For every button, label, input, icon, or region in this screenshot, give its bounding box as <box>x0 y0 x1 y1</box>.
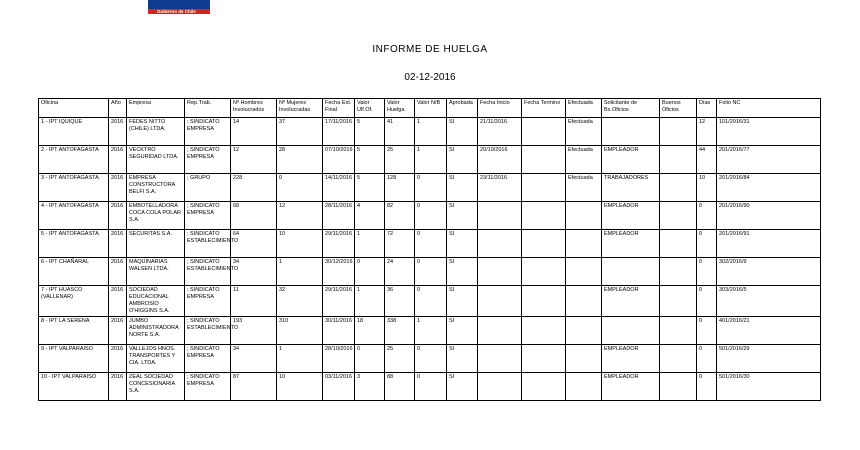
table-cell: 1 <box>415 317 447 345</box>
table-cell: 0 <box>697 345 717 373</box>
table-cell: 338 <box>385 317 415 345</box>
table-cell <box>478 317 522 345</box>
table-cell: 10 - IPT VALPARAISO <box>39 373 109 401</box>
table-cell: 0 <box>415 345 447 373</box>
table-cell: 18 <box>355 317 385 345</box>
table-cell: 302/2016/9 <box>717 258 821 286</box>
table-cell: SI <box>447 373 478 401</box>
table-cell: 4 - IPT ANTOFAGASTA <box>39 202 109 230</box>
table-cell: 5 <box>355 146 385 174</box>
table-cell: 3 - IPT ANTOFAGASTA <box>39 174 109 202</box>
table-cell: 128 <box>385 174 415 202</box>
table-cell: 2016 <box>109 345 127 373</box>
table-cell: 10 <box>277 373 323 401</box>
table-cell: 0 <box>697 202 717 230</box>
table-cell: SI <box>447 174 478 202</box>
table-cell <box>660 118 697 146</box>
column-header: Valor N/B <box>415 99 447 118</box>
table-cell: 2016 <box>109 373 127 401</box>
table-cell: 17/11/2016 <box>323 118 355 146</box>
column-header: Fecha Termino <box>522 99 566 118</box>
table-cell: 0 <box>415 230 447 258</box>
table-cell <box>566 373 602 401</box>
table-cell: 29/11/2016 <box>323 230 355 258</box>
table-cell: VALLEJOS HNOS. TRANSPORTES Y CIA. LTDA. <box>127 345 185 373</box>
table-cell: 12 <box>231 146 277 174</box>
table-row <box>39 286 821 317</box>
table-cell <box>566 202 602 230</box>
table-cell: ; SINDICATO EMPRESA <box>185 345 231 373</box>
table-cell: SI <box>447 118 478 146</box>
table-cell <box>478 230 522 258</box>
table-cell <box>522 118 566 146</box>
table-cell: 303/2016/5 <box>717 286 821 317</box>
table-cell: 201/2016/84 <box>717 174 821 202</box>
table-cell: 5 - IPT ANTOFAGASTA <box>39 230 109 258</box>
table-cell: 03/11/2016 <box>323 373 355 401</box>
table-row <box>39 373 821 401</box>
table-cell: 0 <box>415 373 447 401</box>
table-row <box>39 118 821 146</box>
table-cell: 12 <box>277 202 323 230</box>
table-cell: 87 <box>231 373 277 401</box>
table-cell: 1 <box>355 286 385 317</box>
table-cell: ZEAL SOCIEDAD CONCESIONARIA S.A. <box>127 373 185 401</box>
table-cell: ; SINDICATO EMPRESA <box>185 373 231 401</box>
table-cell: 72 <box>385 230 415 258</box>
table-cell: 2016 <box>109 230 127 258</box>
table-cell: Efectuada <box>566 146 602 174</box>
table-row <box>39 317 821 345</box>
table-cell <box>660 174 697 202</box>
column-header: Nº Hombres Involucrados <box>231 99 277 118</box>
table-cell <box>566 258 602 286</box>
column-header: Nº Mujeres Involucradas <box>277 99 323 118</box>
table-cell: MAQUINARIAS WALSEN LTDA. <box>127 258 185 286</box>
table-cell: 68 <box>231 202 277 230</box>
logo-text: Gobierno de Chile <box>157 9 196 14</box>
column-header: Efectuada <box>566 99 602 118</box>
table-cell: 101/2016/31 <box>717 118 821 146</box>
table-cell: 34 <box>231 258 277 286</box>
table-cell: 2016 <box>109 146 127 174</box>
table-cell: 5 <box>355 118 385 146</box>
table-cell <box>660 317 697 345</box>
table-cell: 37 <box>277 118 323 146</box>
table-cell <box>660 230 697 258</box>
table-cell <box>478 286 522 317</box>
table-cell <box>478 373 522 401</box>
column-header: Valor Ulf.Of. <box>355 99 385 118</box>
table-cell: 1 <box>415 146 447 174</box>
table-cell: 5 <box>355 174 385 202</box>
column-header: Fecha Inicio <box>478 99 522 118</box>
table-cell: 0 <box>697 373 717 401</box>
table-cell: 0 <box>415 174 447 202</box>
table-cell <box>522 202 566 230</box>
table-cell: SI <box>447 317 478 345</box>
table-cell: 8 - IPT LA SERENA <box>39 317 109 345</box>
column-header: Valor Huelga <box>385 99 415 118</box>
table-cell: 29/11/2016 <box>323 286 355 317</box>
table-cell: 6 - IPT CHAÑARAL <box>39 258 109 286</box>
table-cell <box>660 146 697 174</box>
table-cell: SI <box>447 258 478 286</box>
table-cell: ; SINDICATO ESTABLECIMIENTO <box>185 258 231 286</box>
table-cell: EMPLEADOR <box>602 146 660 174</box>
table-cell: SI <box>447 230 478 258</box>
table-cell: 0 <box>415 258 447 286</box>
table-cell: 0 <box>697 317 717 345</box>
table-cell: 9 - IPT VALPARAISO <box>39 345 109 373</box>
column-header: Aprobada <box>447 99 478 118</box>
table-cell: 25 <box>385 345 415 373</box>
table-cell: 10 <box>277 230 323 258</box>
table-cell: 41 <box>385 118 415 146</box>
table-cell: 0 <box>277 174 323 202</box>
table-cell: 32 <box>277 286 323 317</box>
table-cell: EMPLEADOR <box>602 373 660 401</box>
table-cell <box>566 317 602 345</box>
table-cell: 201/2016/90 <box>717 202 821 230</box>
table-cell: ; SINDICATO EMPRESA <box>185 146 231 174</box>
table-cell <box>602 118 660 146</box>
table-cell <box>660 345 697 373</box>
table-cell: 88 <box>385 373 415 401</box>
table-cell: 501/2016/29 <box>717 345 821 373</box>
table-cell: Efectuada <box>566 118 602 146</box>
table-cell <box>660 286 697 317</box>
table-cell: 228 <box>231 174 277 202</box>
table-cell <box>602 258 660 286</box>
table-row <box>39 230 821 258</box>
column-header: Días <box>697 99 717 118</box>
table-header-row <box>39 99 821 118</box>
table-cell: JUMBO ADMINISTRADORA NORTE S.A. <box>127 317 185 345</box>
table-cell: 1 <box>277 258 323 286</box>
table-cell: SI <box>447 345 478 373</box>
table-cell: EMPLEADOR <box>602 345 660 373</box>
table-cell: 24 <box>385 258 415 286</box>
table-cell: 64 <box>231 230 277 258</box>
table-cell: Efectuada <box>566 174 602 202</box>
table-cell: ; GRUPO <box>185 174 231 202</box>
table-cell: 30/12/2016 <box>323 258 355 286</box>
table-cell: 2016 <box>109 258 127 286</box>
column-header: Solicitante de Bs.Oficios <box>602 99 660 118</box>
table-cell <box>522 258 566 286</box>
table-cell <box>566 230 602 258</box>
table-cell: 1 <box>355 230 385 258</box>
table-cell <box>522 373 566 401</box>
table-cell: 2 - IPT ANTOFAGASTA <box>39 146 109 174</box>
table-cell: 2016 <box>109 286 127 317</box>
table-cell: 82 <box>385 202 415 230</box>
table-cell <box>522 345 566 373</box>
table-row <box>39 202 821 230</box>
table-cell: ; SINDICATO EMPRESA <box>185 118 231 146</box>
table-cell: EMPLEADOR <box>602 202 660 230</box>
table-cell: FEDES NITTO (CHILE) LTDA. <box>127 118 185 146</box>
table-cell <box>522 286 566 317</box>
table-cell: 310 <box>277 317 323 345</box>
table-cell <box>478 345 522 373</box>
table-cell: 0 <box>697 286 717 317</box>
table-cell: 0 <box>355 345 385 373</box>
column-header: Fecha Ext. Final <box>323 99 355 118</box>
table-cell: 07/10/2016 <box>323 146 355 174</box>
table-cell: 4 <box>355 202 385 230</box>
table-cell: 2016 <box>109 317 127 345</box>
table-cell: EMPLEADOR <box>602 230 660 258</box>
table-cell: 28 <box>277 146 323 174</box>
table-cell: 12 <box>697 118 717 146</box>
table-cell: 201/2016/77 <box>717 146 821 174</box>
table-cell: 501/2016/30 <box>717 373 821 401</box>
table-cell: 193 <box>231 317 277 345</box>
column-header: Empresa <box>127 99 185 118</box>
table-cell: 0 <box>697 258 717 286</box>
table-cell: 0 <box>355 258 385 286</box>
table-cell: 2016 <box>109 202 127 230</box>
table-cell: ; SINDICATO EMPRESA <box>185 202 231 230</box>
table-cell: SI <box>447 286 478 317</box>
table-row <box>39 258 821 286</box>
table-cell: TRABAJADORES <box>602 174 660 202</box>
table-cell <box>522 174 566 202</box>
report-date: 02-12-2016 <box>404 72 456 83</box>
table-cell: 21/11/2016 <box>478 118 522 146</box>
table-cell <box>566 286 602 317</box>
table-cell: 2016 <box>109 118 127 146</box>
table-cell: 30/11/2016 <box>323 317 355 345</box>
table-cell: ; SINDICATO EMPRESA <box>185 286 231 317</box>
table-cell: SOCIEDAD EDUCACIONAL AMBROSIO O'HIGGINS S.A. <box>127 286 185 317</box>
table-cell: 20/10/2016 <box>478 146 522 174</box>
table-cell: 0 <box>697 230 717 258</box>
table-cell: 11 <box>231 286 277 317</box>
table-cell: 28/11/2016 <box>323 202 355 230</box>
table-cell <box>522 317 566 345</box>
table-cell: 7 - IPT HUASCO (VALLENAR) <box>39 286 109 317</box>
table-cell: SECURITAS S.A. <box>127 230 185 258</box>
table-cell: 401/2016/21 <box>717 317 821 345</box>
table-cell: ; SINDICATO ESTABLECIMIENTO <box>185 317 231 345</box>
table-cell: 0 <box>415 286 447 317</box>
column-header: Buenos Oficios <box>660 99 697 118</box>
table-cell <box>660 202 697 230</box>
table-cell: 34 <box>231 345 277 373</box>
table-cell <box>660 258 697 286</box>
table-cell <box>478 258 522 286</box>
table-cell: 10 <box>697 174 717 202</box>
table-cell: SI <box>447 146 478 174</box>
table-cell <box>522 146 566 174</box>
table-row <box>39 174 821 202</box>
report-title: INFORME DE HUELGA <box>372 44 488 55</box>
column-header: Folio NC <box>717 99 821 118</box>
column-header: Año <box>109 99 127 118</box>
table-cell: 1 - IPT IQUIQUE <box>39 118 109 146</box>
table-cell: ; SINDICATO ESTABLECIMIENTO <box>185 230 231 258</box>
gobierno-logo <box>148 0 210 14</box>
table-cell: 1 <box>415 118 447 146</box>
table-cell: 44 <box>697 146 717 174</box>
table-cell: 14/11/2016 <box>323 174 355 202</box>
column-header: Oficina <box>39 99 109 118</box>
table-row <box>39 345 821 373</box>
table-body <box>39 118 821 401</box>
table-cell: 14 <box>231 118 277 146</box>
table-cell: 28/10/2016 <box>323 345 355 373</box>
table-cell: 3 <box>355 373 385 401</box>
table-cell <box>566 345 602 373</box>
table-cell <box>660 373 697 401</box>
table-cell: 1 <box>277 345 323 373</box>
column-header: Rep.Trab. <box>185 99 231 118</box>
table-cell: 2016 <box>109 174 127 202</box>
table-cell: 201/2016/91 <box>717 230 821 258</box>
table-cell: SI <box>447 202 478 230</box>
table-cell: EMBOTELLADORA COCA COLA POLAR S.A. <box>127 202 185 230</box>
table-cell: 0 <box>415 202 447 230</box>
strike-report-table <box>38 98 821 401</box>
table-row <box>39 146 821 174</box>
table-cell: EMPRESA CONSTRUCTORA BELFI S.A. <box>127 174 185 202</box>
table-cell: VECKTRO SEGURIDAD LTDA. <box>127 146 185 174</box>
table-cell: 36 <box>385 286 415 317</box>
table-cell <box>602 317 660 345</box>
table-cell <box>478 202 522 230</box>
table-cell: 25 <box>385 146 415 174</box>
table-cell <box>522 230 566 258</box>
table-cell: EMPLEADOR <box>602 286 660 317</box>
table-cell: 23/11/2016 <box>478 174 522 202</box>
